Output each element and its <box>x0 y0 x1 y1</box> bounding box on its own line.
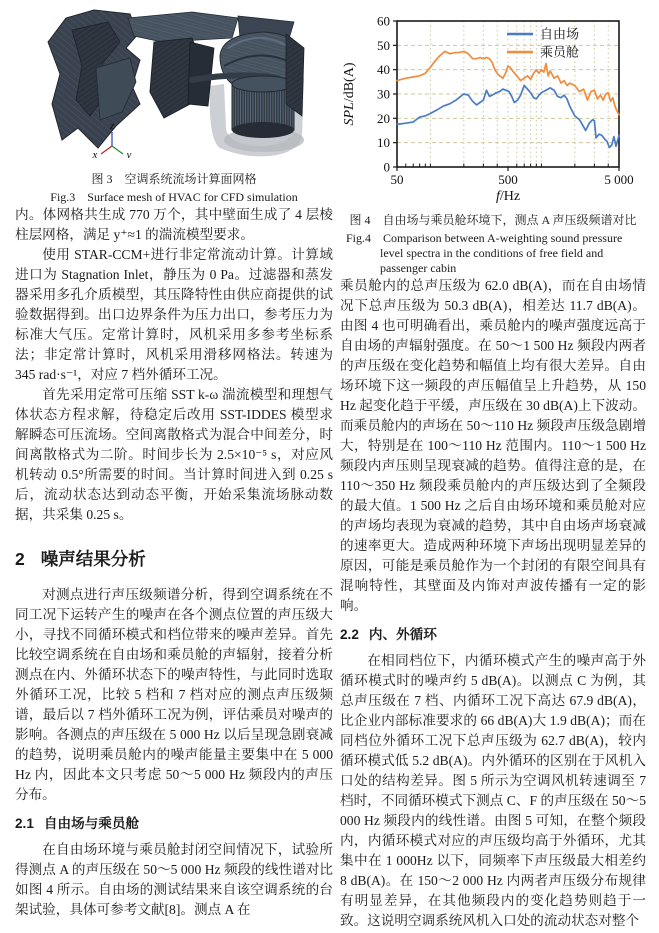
section-2-2-number: 2.2 <box>340 627 359 642</box>
paragraph-mesh-stats: 内。体网格共生成 770 万个，其中壁面生成了 4 层棱柱层网格，满足 y⁺≈1 的湍流模型要求。 <box>15 207 333 242</box>
section-2-1-title: 自由场与乘员舱 <box>43 816 140 831</box>
section-2-number: 2 <box>15 549 25 569</box>
svg-text:自由场: 自由场 <box>540 26 580 42</box>
svg-text:30: 30 <box>377 86 390 102</box>
svg-text:f/Hz: f/Hz <box>495 189 521 204</box>
figure3-caption-en: Fig.3 Surface mesh of HVAC for CFD simulation <box>50 190 298 204</box>
paragraph-simulation-setup: 使用 STAR-CCM+进行非定常流动计算。计算域进口为 Stagnation Inlet，静压为 0 Pa。过滤器和蒸发器采用多孔介质模型，其压降特性由供应商提供的试验数据得到。出口边界条件为压力出口，参考压力为标准大气压。定常计算时，风机采用多参考坐标系法；非定常计算时，风机采用滑移网格法。转速为 345 rad·s⁻¹，对应 7 档外循环工况。 <box>15 247 333 382</box>
section-2-title: 噪声结果分析 <box>40 549 146 569</box>
svg-text:5 000: 5 000 <box>604 172 634 187</box>
svg-text:0: 0 <box>383 159 390 175</box>
svg-text:乘员舱: 乘员舱 <box>540 44 580 60</box>
svg-text:50: 50 <box>390 172 404 187</box>
svg-text:60: 60 <box>377 13 390 29</box>
axis-label-z: z <box>109 120 115 132</box>
figure3-caption <box>15 172 333 205</box>
figure3-caption-zh: 图 3 空调系统流场计算面网格 <box>91 172 257 186</box>
svg-text:500: 500 <box>498 172 518 187</box>
section-2-heading <box>15 547 333 571</box>
paragraph-solver-settings: 首先采用定常可压缩 SST k-ω 湍流模型和理想气体状态方程求解，待稳定后改用 SST-IDDES 模型求解瞬态可压流场。空间离散格式为混合中间差分，时间离散格式为二阶。时间步长为 2.5×10⁻⁵ s，对应风机转动 0.5°所需要的时间。当计算时间进入到 0.25 s 后，流动状态达到动态平衡，开始采集流场脉动数据，共采集 0.25 s。 <box>15 387 333 522</box>
svg-text:40: 40 <box>377 62 390 78</box>
svg-text:20: 20 <box>377 110 390 126</box>
figure4-caption-en: Fig.4 Comparison between A-weighting sound pressure level spectra in the conditions of free field and passenger cabin <box>346 231 623 275</box>
svg-text:50: 50 <box>377 37 390 53</box>
paragraph-section2-intro: 对测点进行声压级频谱分析，得到空调系统在不同工况下运转产生的噪声在各个测点位置的声压级大小，寻找不同循环模式和档位带来的噪声差异。首先比较空调系统在自由场和乘员舱的声辐射，接着分析测点在内、外循环状态下的噪声特性，与此同时选取外循环工况，比较 5 档和 7 档对应的测点声压级频谱，最后以 7 档外循环工况为例，评估乘员对噪声的影响。各测点的声压级在 5 000 Hz 以后呈现急剧衰减的趋势，说明乘员舱内的噪声能量主要集中在 5 000 Hz 内，因此本文只考虑 50～5 000 Hz 频段内的声压分布。 <box>15 587 333 802</box>
axis-label-y: y <box>126 149 132 158</box>
spl-spectrum-chart <box>340 12 646 204</box>
section-2-1-heading <box>15 815 333 833</box>
figure-3 <box>15 0 333 205</box>
section-2-2-heading <box>340 626 646 644</box>
paragraph-circulation-modes: 在相同档位下，内循环模式产生的噪声高于外循环模式时的噪声约 5 dB(A)。以测点 C 为例，其总声压级在 7 档、内循环工况下高达 67.9 dB(A)，比企业内部标准要求的 66 dB(A)大 1.9 dB(A)；而在同档位外循环工况下总声压级为 62.7 dB(A)，较内循环模式低 5.2 dB(A)。内外循环的区别在于风机入口处的结构差异。图 5 所示为空调风机转速调至 7 档时，不同循环模式下测点 C、F 的声压级在 50～5 000 Hz 频段内的线性谱。由图 5 可知，在整个频段内，内循环模式对应的声压级均高于外循环，尤其集中在 1 000Hz 以下，同频率下声压级最大相差约 8 dB(A)。在 150～2 000 Hz 内两者声压级分布规律有明显差异，在其他频段内的变化趋势则趋于一致。这说明空调系统风机入口处的流动状态对整个 <box>340 653 646 928</box>
svg-text:SPL/dB(A): SPL/dB(A) <box>342 62 357 126</box>
hvac-mesh-image <box>42 8 306 158</box>
figure4-caption <box>340 213 646 276</box>
section-2-1-number: 2.1 <box>15 816 34 831</box>
paragraph-free-field-test: 在自由场环境与乘员舱封闭空间情况下，试验所得测点 A 的声压级在 50～5 000 Hz 频段的线性谱对比如图 4 所示。自由场的测试结果来自该空调系统的台架试验，具体可参考文献[8]。测点 A 在 <box>15 842 333 917</box>
svg-text:10: 10 <box>377 135 390 151</box>
right-column <box>340 0 646 931</box>
section-2-2-title: 内、外循环 <box>368 627 437 642</box>
spl-chart-container <box>340 12 646 204</box>
figure4-caption-zh: 图 4 自由场与乘员舱环境下，测点 A 声压级频谱对比 <box>349 213 637 227</box>
left-column <box>15 0 333 920</box>
figure-4 <box>340 0 646 276</box>
axis-label-x: x <box>92 149 98 158</box>
paragraph-spl-comparison: 乘员舱内的总声压级为 62.0 dB(A)，而在自由场情况下总声压级为 50.3 dB(A)，相差达 11.7 dB(A)。由图 4 也可明确看出，乘员舱内的噪声强度远高于自由场的声辐射强度。在 50～1 500 Hz 频段内两者的声压级在变化趋势和幅值上均有很大差异。自由场环境下这一频段的声压幅值呈上升趋势，从 150 Hz 起变化趋于平缓，声压级在 30 dB(A)上下波动。而乘员舱内的声场在 50～110 Hz 频段声压级急剧增大，特别是在 100～110 Hz 范围内。110～1 500 Hz 频段内声压则呈现衰减的趋势。值得注意的是，在 110～350 Hz 频段乘员舱内的声压级达到了全频段的最大值。1 500 Hz 之后自由场环境和乘员舱对应的声场均表现为衰减的趋势，其中自由场声场衰减的速率更大。造成两种环境下声场出现明显差异的原因，可能是乘员舱作为一个封闭的有限空间具有混响特性，其壁面及内饰对声波传播有一定的影响。 <box>340 278 646 613</box>
